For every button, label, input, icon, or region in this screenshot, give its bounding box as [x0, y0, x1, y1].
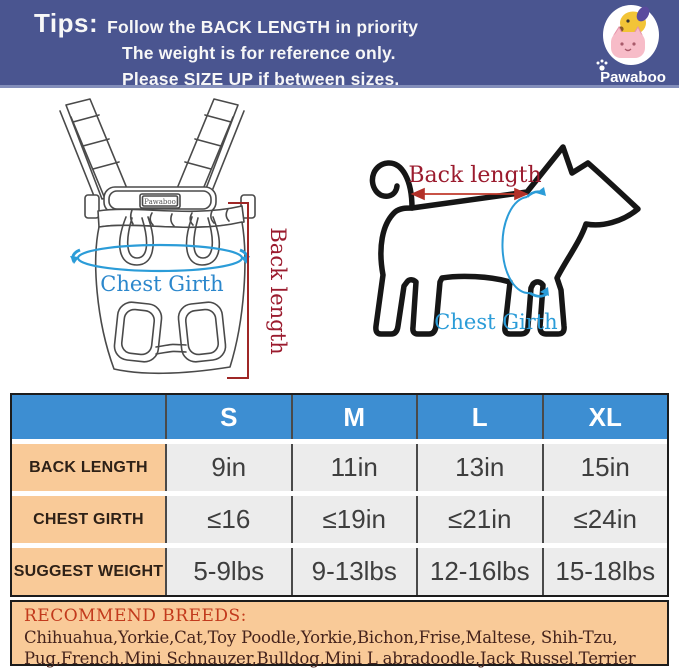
row-label-suggest-weight: SUGGEST WEIGHT	[12, 548, 165, 595]
measurement-figures	[0, 91, 679, 393]
row-label-back-length: BACK LENGTH	[12, 444, 165, 491]
size-table	[10, 393, 669, 597]
cell-suggest-weight-l: 12-16lbs	[416, 548, 542, 595]
cell-chest-girth-xl: ≤24in	[542, 496, 668, 543]
cell-chest-girth-l: ≤21in	[416, 496, 542, 543]
column-header-s: S	[165, 395, 291, 439]
column-header-xl: XL	[542, 395, 668, 439]
brand-name: Pawaboo	[600, 69, 666, 86]
cell-suggest-weight-m: 9-13lbs	[291, 548, 417, 595]
harness-chest-girth-label: Chest Girth	[100, 272, 224, 296]
dog-back-length-label: Back length	[408, 163, 542, 188]
tips-text-block	[34, 8, 418, 92]
cell-back-length-l: 13in	[416, 444, 542, 491]
harness-side-tab-left	[85, 195, 99, 218]
cell-back-length-m: 11in	[291, 444, 417, 491]
breeds-line-1: Chihuahua,Yorkie,Cat,Toy Poodle,Yorkie,Bichon,Frise,Maltese, Shih-Tzu,	[24, 628, 618, 647]
tips-banner	[0, 0, 679, 88]
recommend-breeds-box	[10, 600, 669, 666]
table-corner-cell	[12, 395, 165, 439]
harness-back-length-label: Back length	[266, 227, 290, 355]
breeds-line-2: Pug,French,Mini Schnauzer,Bulldog,Mini L abradoodle,Jack Russel,Terrier	[24, 649, 636, 668]
tip-line-3: Please SIZE UP if between sizes.	[122, 69, 400, 89]
cell-chest-girth-s: ≤16	[165, 496, 291, 543]
pawaboo-logo	[589, 2, 673, 88]
tips-title: Tips:	[34, 8, 99, 38]
column-header-l: L	[416, 395, 542, 439]
cell-suggest-weight-s: 5-9lbs	[165, 548, 291, 595]
column-header-m: M	[291, 395, 417, 439]
tip-line-2: The weight is for reference only.	[122, 43, 396, 63]
cell-back-length-s: 9in	[165, 444, 291, 491]
cell-chest-girth-m: ≤19in	[291, 496, 417, 543]
cell-back-length-xl: 15in	[542, 444, 668, 491]
dog-diagram	[350, 130, 650, 360]
harness-diagram	[40, 95, 300, 387]
dog-chest-girth-label: Chest Girth	[434, 310, 558, 334]
tip-line-1: Follow the BACK LENGTH in priority	[107, 17, 419, 37]
harness-label: Pawaboo	[144, 198, 176, 206]
row-label-chest-girth: CHEST GIRTH	[12, 496, 165, 543]
cell-suggest-weight-xl: 15-18lbs	[542, 548, 668, 595]
breeds-title: RECOMMEND BREEDS:	[24, 606, 247, 626]
